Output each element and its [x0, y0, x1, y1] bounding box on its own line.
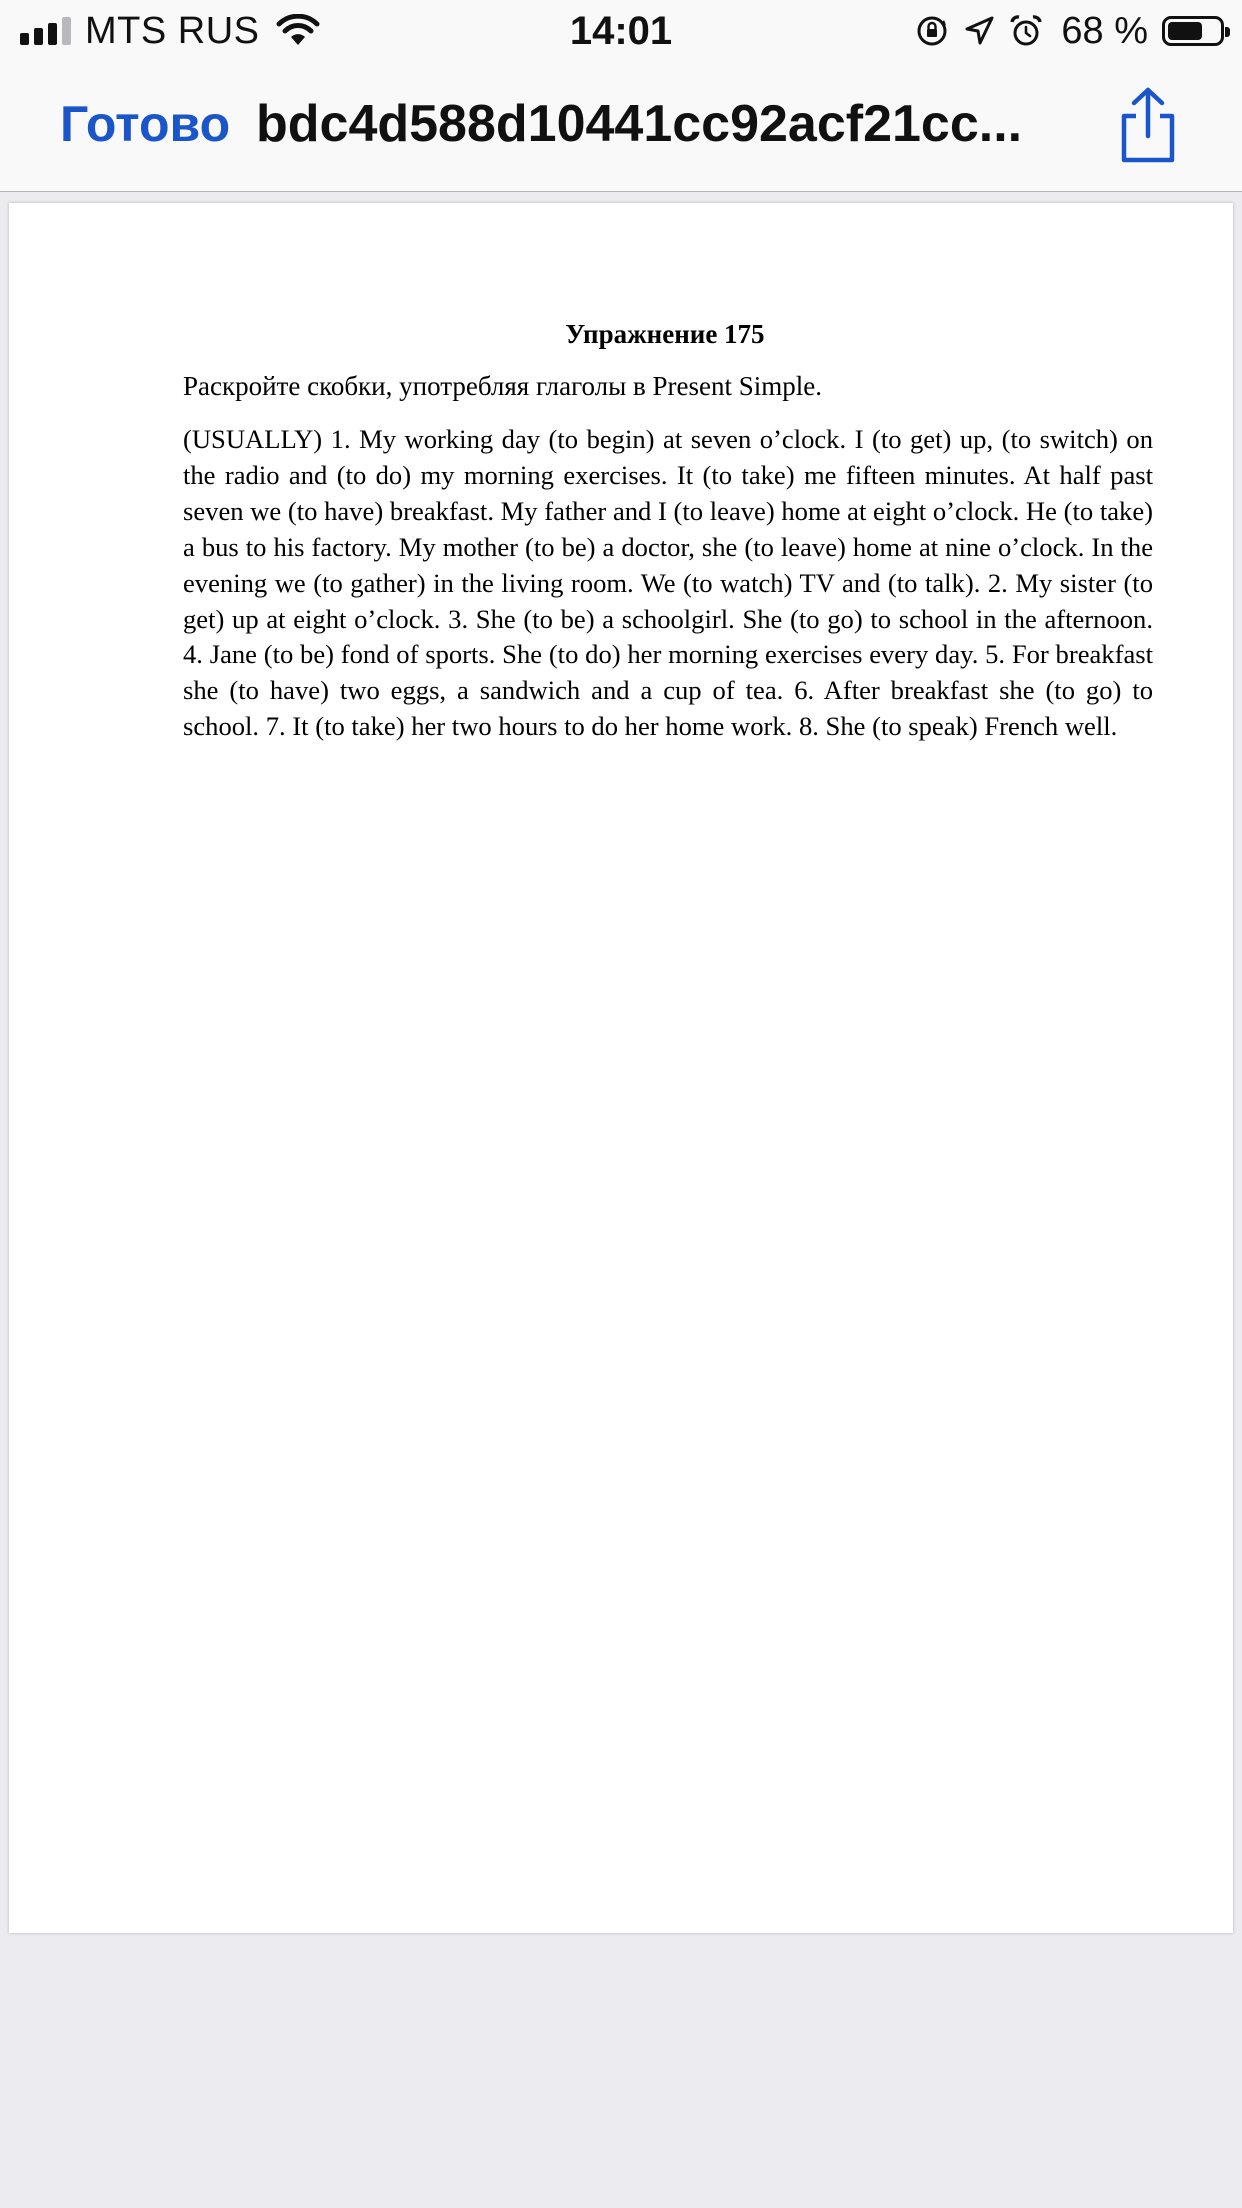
- orientation-lock-icon: [915, 14, 949, 48]
- exercise-title: Упражнение 175: [565, 319, 765, 349]
- carrier-name: MTS RUS: [85, 9, 260, 52]
- nav-divider: [0, 191, 1242, 192]
- exercise-instruction: Раскройте скобки, употребляя глаголы в Present Simple.: [183, 371, 823, 401]
- status-bar: [0, 0, 1242, 62]
- share-button[interactable]: [1116, 86, 1180, 166]
- exercise-body: (USUALLY) 1. My working day (to begin) at seven o’clock. I (to get) up, (to switch) on the radio and (to do) my morning exercises. It (to take) me fifteen minutes. At half past seven we (to have) breakfast. My father and I (to leave) home at eight o’clock. He (to take) a bus to his factory. My mother (to be) a doctor, she (to leave) home at nine o’clock. In the evening we (to gather) in the living room. We (to watch) TV and (to talk). 2. My sister (to get) up at eight o’clock. 3. She (to be) a schoolgirl. She (to go) to school in the afternoon. 4. Jane (to be) fond of sports. She (to do) her morning exercises every day. 5. For breakfast she (to have) two eggs, a sandwich and a cup of tea. 6. After breakfast she (to go) to school. 7. It (to take) her two hours to do her home work. 8. She (to speak) French well.: [183, 424, 1153, 742]
- document-title: bdc4d588d10441cc92acf21cc...: [256, 95, 1023, 153]
- status-time: 14:01: [569, 9, 673, 53]
- location-icon: [963, 15, 995, 47]
- status-icons: [915, 8, 1224, 54]
- battery-fill: [1168, 22, 1202, 40]
- pdf-page[interactable]: [9, 203, 1233, 1933]
- battery-icon: [1162, 16, 1224, 46]
- nav-bar: [0, 80, 1242, 180]
- share-icon: [1116, 86, 1180, 166]
- done-button[interactable]: Готово: [60, 96, 231, 152]
- battery-percent: 68 %: [1061, 9, 1148, 52]
- top-bar: [0, 0, 1242, 192]
- alarm-icon: [1009, 14, 1043, 48]
